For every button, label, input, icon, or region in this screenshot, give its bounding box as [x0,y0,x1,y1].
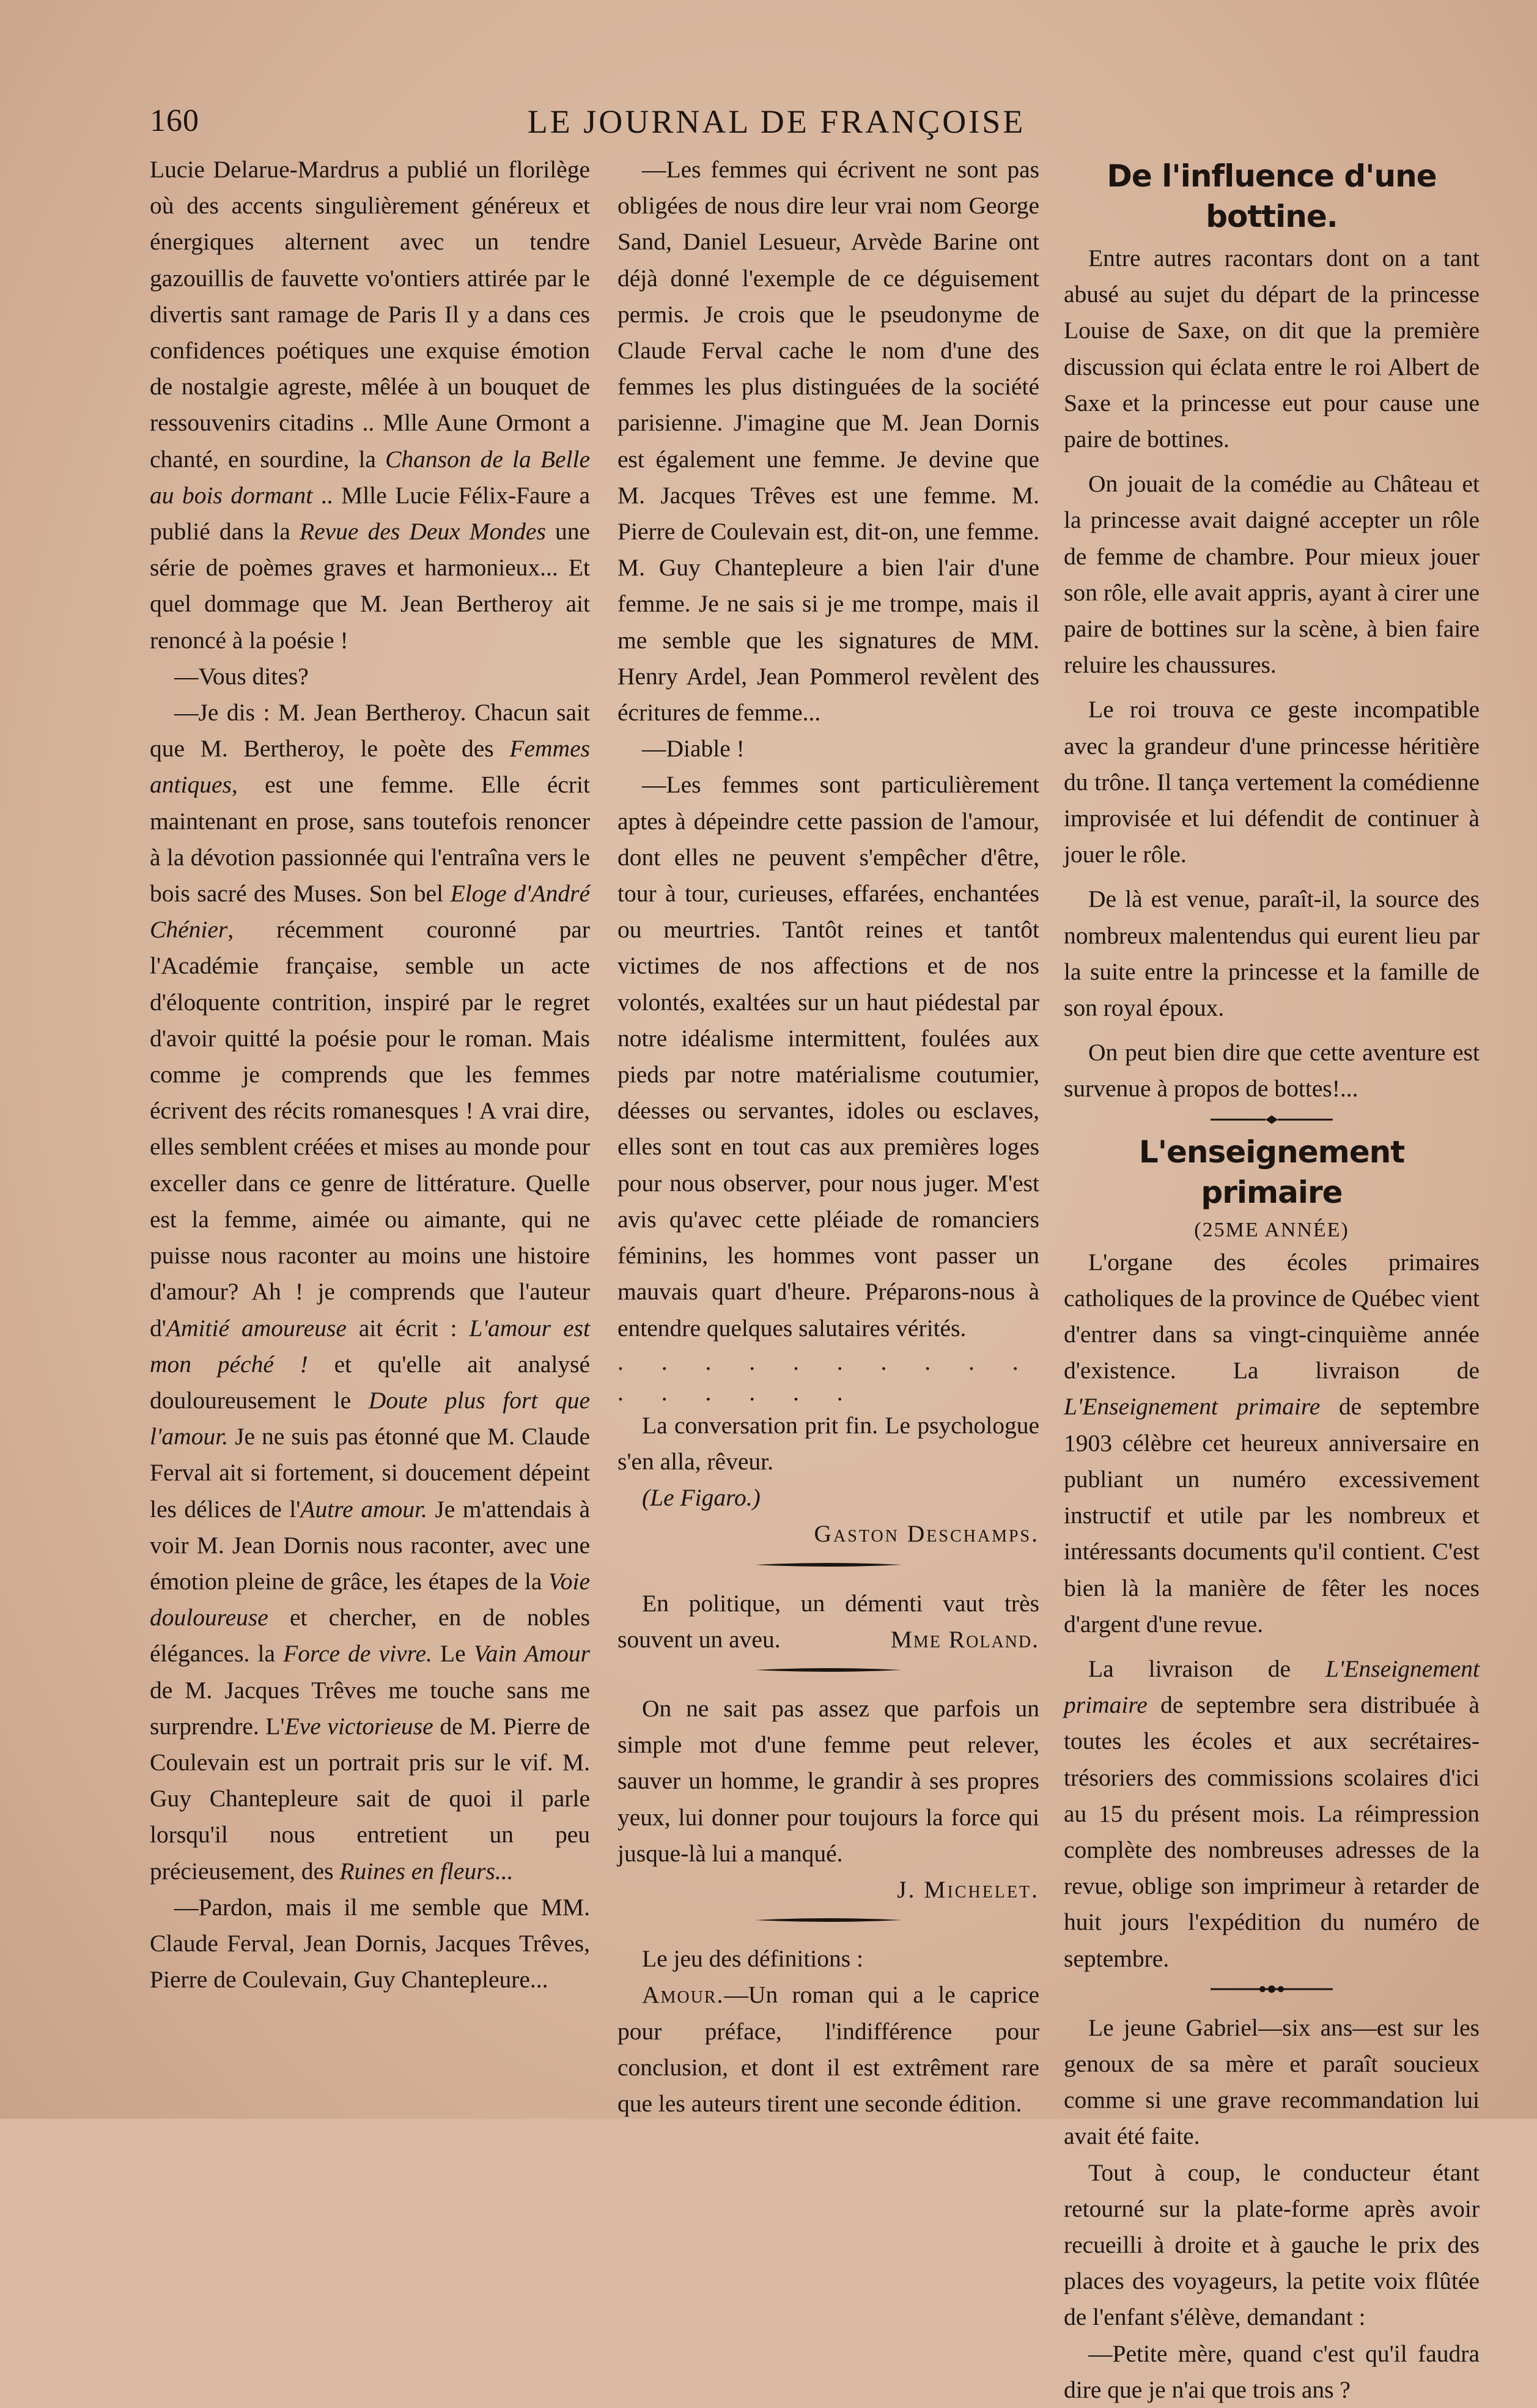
paragraph: Lucie Delarue-Mardrus a publié un florilège où des accents singulièrement généreux et énergiques alternent avec un tendre gazouillis de fauvette vo'ontiers attirée par le divertis sant ramage de Paris Il y a dans ces confidences poétiques une exquise émotion de nostalgie agreste, mêlée à un bouquet de ressouvenirs citadins .. Mlle Aune Ormont a chanté, en sourdine, la Chanson de la Belle au bois dormant .. Mlle Lucie Félix-Faure a publié dans la Revue des Deux Mondes une série de poèmes graves et harmonieux... Et quel dommage que M. Jean Bertheroy ait renoncé à la poésie ! [150,156,591,654]
headline-bottine: De l'influence d'une bottine. [1107,158,1437,234]
paragraph: Le jeu des définitions : [642,1945,863,1973]
paragraph: Le roi trouva ce geste incompatible avec la grandeur d'une princesse héritière du trône. Il tança vertement la comédienne improvisée et lui défendit de continuer à jouer le rôle. [1064,696,1480,868]
paragraph: On jouait de la comédie au Château et la princesse avait daigné accepter un rôle de femme de chambre. Pour mieux jouer son rôle, elle avait appris, ayant à cirer une paire de bottines sur la scène, à bien faire reluire les chaussures. [1064,470,1480,679]
page-number: 160 [150,103,199,138]
paragraph: —Diable ! [642,735,745,763]
ellipsis-divider: . . . . . . . . . . . . . . . . [617,1348,1034,1406]
paragraph: Amour.—Un roman qui a le caprice pour préface, l'indifférence pour conclusion, et dont il est extrêment rare que les auteurs tirent une seconde édition. [617,1981,1039,2117]
paragraph: L'organe des écoles primaires catholiques de la province de Québec vient d'entrer dans sa vingt-cinquième année d'existence. La livraison de L'Enseignement primaire de septembre 1903 célèbre cet heureux anniversaire en publiant un numéro excessivement instructif et utile par les nombreux et intéressants documents qu'il contient. C'est bien là la manière de fêter les noces d'argent d'une revue. [1064,1248,1480,1638]
paragraph: —Vous dites? [174,662,309,690]
signature: Mme Roland. [890,1625,1039,1653]
page-header [150,103,1366,146]
ornamental-rule [1064,1107,1480,1132]
column-1 [150,152,590,1998]
paragraph: Tout à coup, le conducteur étant retourné sur la plate-forme après avoir recueilli à droite et à gauche le prix des places des voyageurs, la petite voix flûtée de l'enfant s'élève, demandant : [1064,2159,1480,2331]
paragraph: —Les femmes qui écrivent ne sont pas obligées de nous dire leur vrai nom George Sand, Daniel Lesueur, Arvède Barine ont déjà donné l'exemple de ce déguisement permis. Je crois que le pseudonyme de Claude Ferval cache le nom d'une des femmes les plus distinguées de la société parisienne. J'imagine que M. Jean Dornis est également une femme. Je devine que M. Jacques Trêves est une femme. M. Pierre de Coulevain est, dit-on, une femme. M. Guy Chantepleure a bien l'air d'une femme. Je ne sais si je me trompe, mais il me semble que les signatures de MM. Henry Ardel, Jean Pommerol revèlent des écritures de femme... [617,156,1039,726]
column-3 [1064,156,1480,2408]
paragraph: On ne sait pas assez que parfois un simple mot d'une femme peut relever, sauver un homme, le grandir à ses propres yeux, lui donner pour toujours la force qui jusque-là lui a manqué. [617,1694,1039,1867]
source-citation: (Le Figaro.) [642,1484,761,1512]
paragraph: Le jeune Gabriel—six ans—est sur les genoux de sa mère et paraît soucieux comme si une grave recommandation lui avait été faite. [1064,2014,1480,2150]
ornamental-rule [1064,1977,1480,2001]
paragraph: On peut bien dire que cette aventure est survenue à propos de bottes!... [1064,1039,1480,1102]
ornamental-rule [617,1553,1039,1577]
headline-enseignement: L'enseignement primaire [1138,1134,1405,1210]
paragraph: —Pardon, mais il me semble que MM. Claude Ferval, Jean Dornis, Jacques Trêves, Pierre de Coulevain, Guy Chantepleure... [150,1893,590,1993]
subheading: (25ME ANNÉE) [1194,1218,1349,1241]
journal-title: LE JOURNAL DE FRANÇOISE [527,103,1026,140]
ornamental-rule [617,1658,1039,1682]
signature: Gaston Deschamps. [814,1520,1039,1548]
paragraph: En politique, un démenti vaut très souvent un aveu. Mme Roland. [617,1586,1039,1658]
paragraph: —Petite mère, quand c'est qu'il faudra dire que je n'ai que trois ans ? [1064,2340,1480,2403]
column-2 [617,152,1039,2122]
signature: J. Michelet. [897,1875,1039,1903]
paragraph: —Les femmes sont particulièrement aptes à dépeindre cette passion de l'amour, dont elles ne peuvent s'empêcher d'être, tour à tour, curieuses, effarées, enchantées ou meurtries. Tantôt reines et tantôt victimes de nos affections et de nos volontés, exaltées sur un haut piédestal par notre idéalisme intermittent, foulées aux pieds par notre matérialisme coutumier, déesses ou servantes, idoles ou esclaves, elles sont en tout cas aux premières loges pour nous observer, pour nous juger. M'est avis qu'avec cette pléiade de romanciers féminins, les hommes vont passer un mauvais quart d'heure. Préparons-nous à entendre quelques salutaires vérités. [617,771,1039,1342]
paragraph: —Je dis : M. Jean Bertheroy. Chacun sait que M. Bertheroy, le poète des Femmes antiques, est une femme. Elle écrit maintenant en prose, sans toutefois renoncer à la dévotion passionnée qui l'entraîna vers le bois sacré des Muses. Son bel Eloge d'André Chénier, récemment couronné par l'Académie française, semble un acte d'éloquente contrition, inspiré par le regret d'avoir quitté la poésie pour le roman. Mais comme je comprends que les femmes écrivent des récits romanesques ! A vrai dire, elles semblent créées et mises au monde pour exceller dans ce genre de littérature. Quelle est la femme, aimée ou aimante, qui ne puisse nous raconter au moins une histoire d'amour? Ah ! je comprends que l'auteur d'Amitié amoureuse ait écrit : L'amour est mon péché ! et qu'elle ait analysé douloureusement le Doute plus fort que l'amour. Je ne suis pas étonné que M. Claude Ferval ait si fortement, si doucement dépeint les délices de l'Autre amour. Je m'attendais à voir M. Jean Dornis nous raconter, avec une émotion pleine de grâce, les étapes de la Voie douloureuse et chercher, en de nobles élégances. la Force de vivre. Le Vain Amour de M. Jacques Trêves me touche sans me surprendre. L'Eve victorieuse de M. Pierre de Coulevain est un portrait pris sur le vif. M. Guy Chantepleure sait de quoi il parle lorsqu'il nous entretient un peu précieusement, des Ruines en fleurs... [150,699,590,1885]
paragraph: De là est venue, paraît-il, la source des nombreux malentendus qui eurent lieu par la suite entre la princesse et la famille de son royal époux. [1064,885,1480,1022]
paragraph: Entre autres racontars dont on a tant abusé au sujet du départ de la princesse Louise de Saxe, on dit que la première discussion qui éclata entre le roi Albert de Saxe et la princesse eut pour cause une paire de bottines. [1064,245,1480,453]
ornamental-rule [617,1908,1039,1932]
paragraph: La conversation prit fin. Le psychologue s'en alla, rêveur. [617,1411,1039,1475]
paragraph: La livraison de L'Enseignement primaire de septembre sera distribuée à toutes les écoles et aux secrétaires-trésoriers des commissions scolaires d'ici au 15 du présent mois. La réimpression complète des nombreuses adresses de la revue, oblige son imprimeur à retarder de huit jours l'expédition du numéro de septembre. [1064,1655,1480,1972]
